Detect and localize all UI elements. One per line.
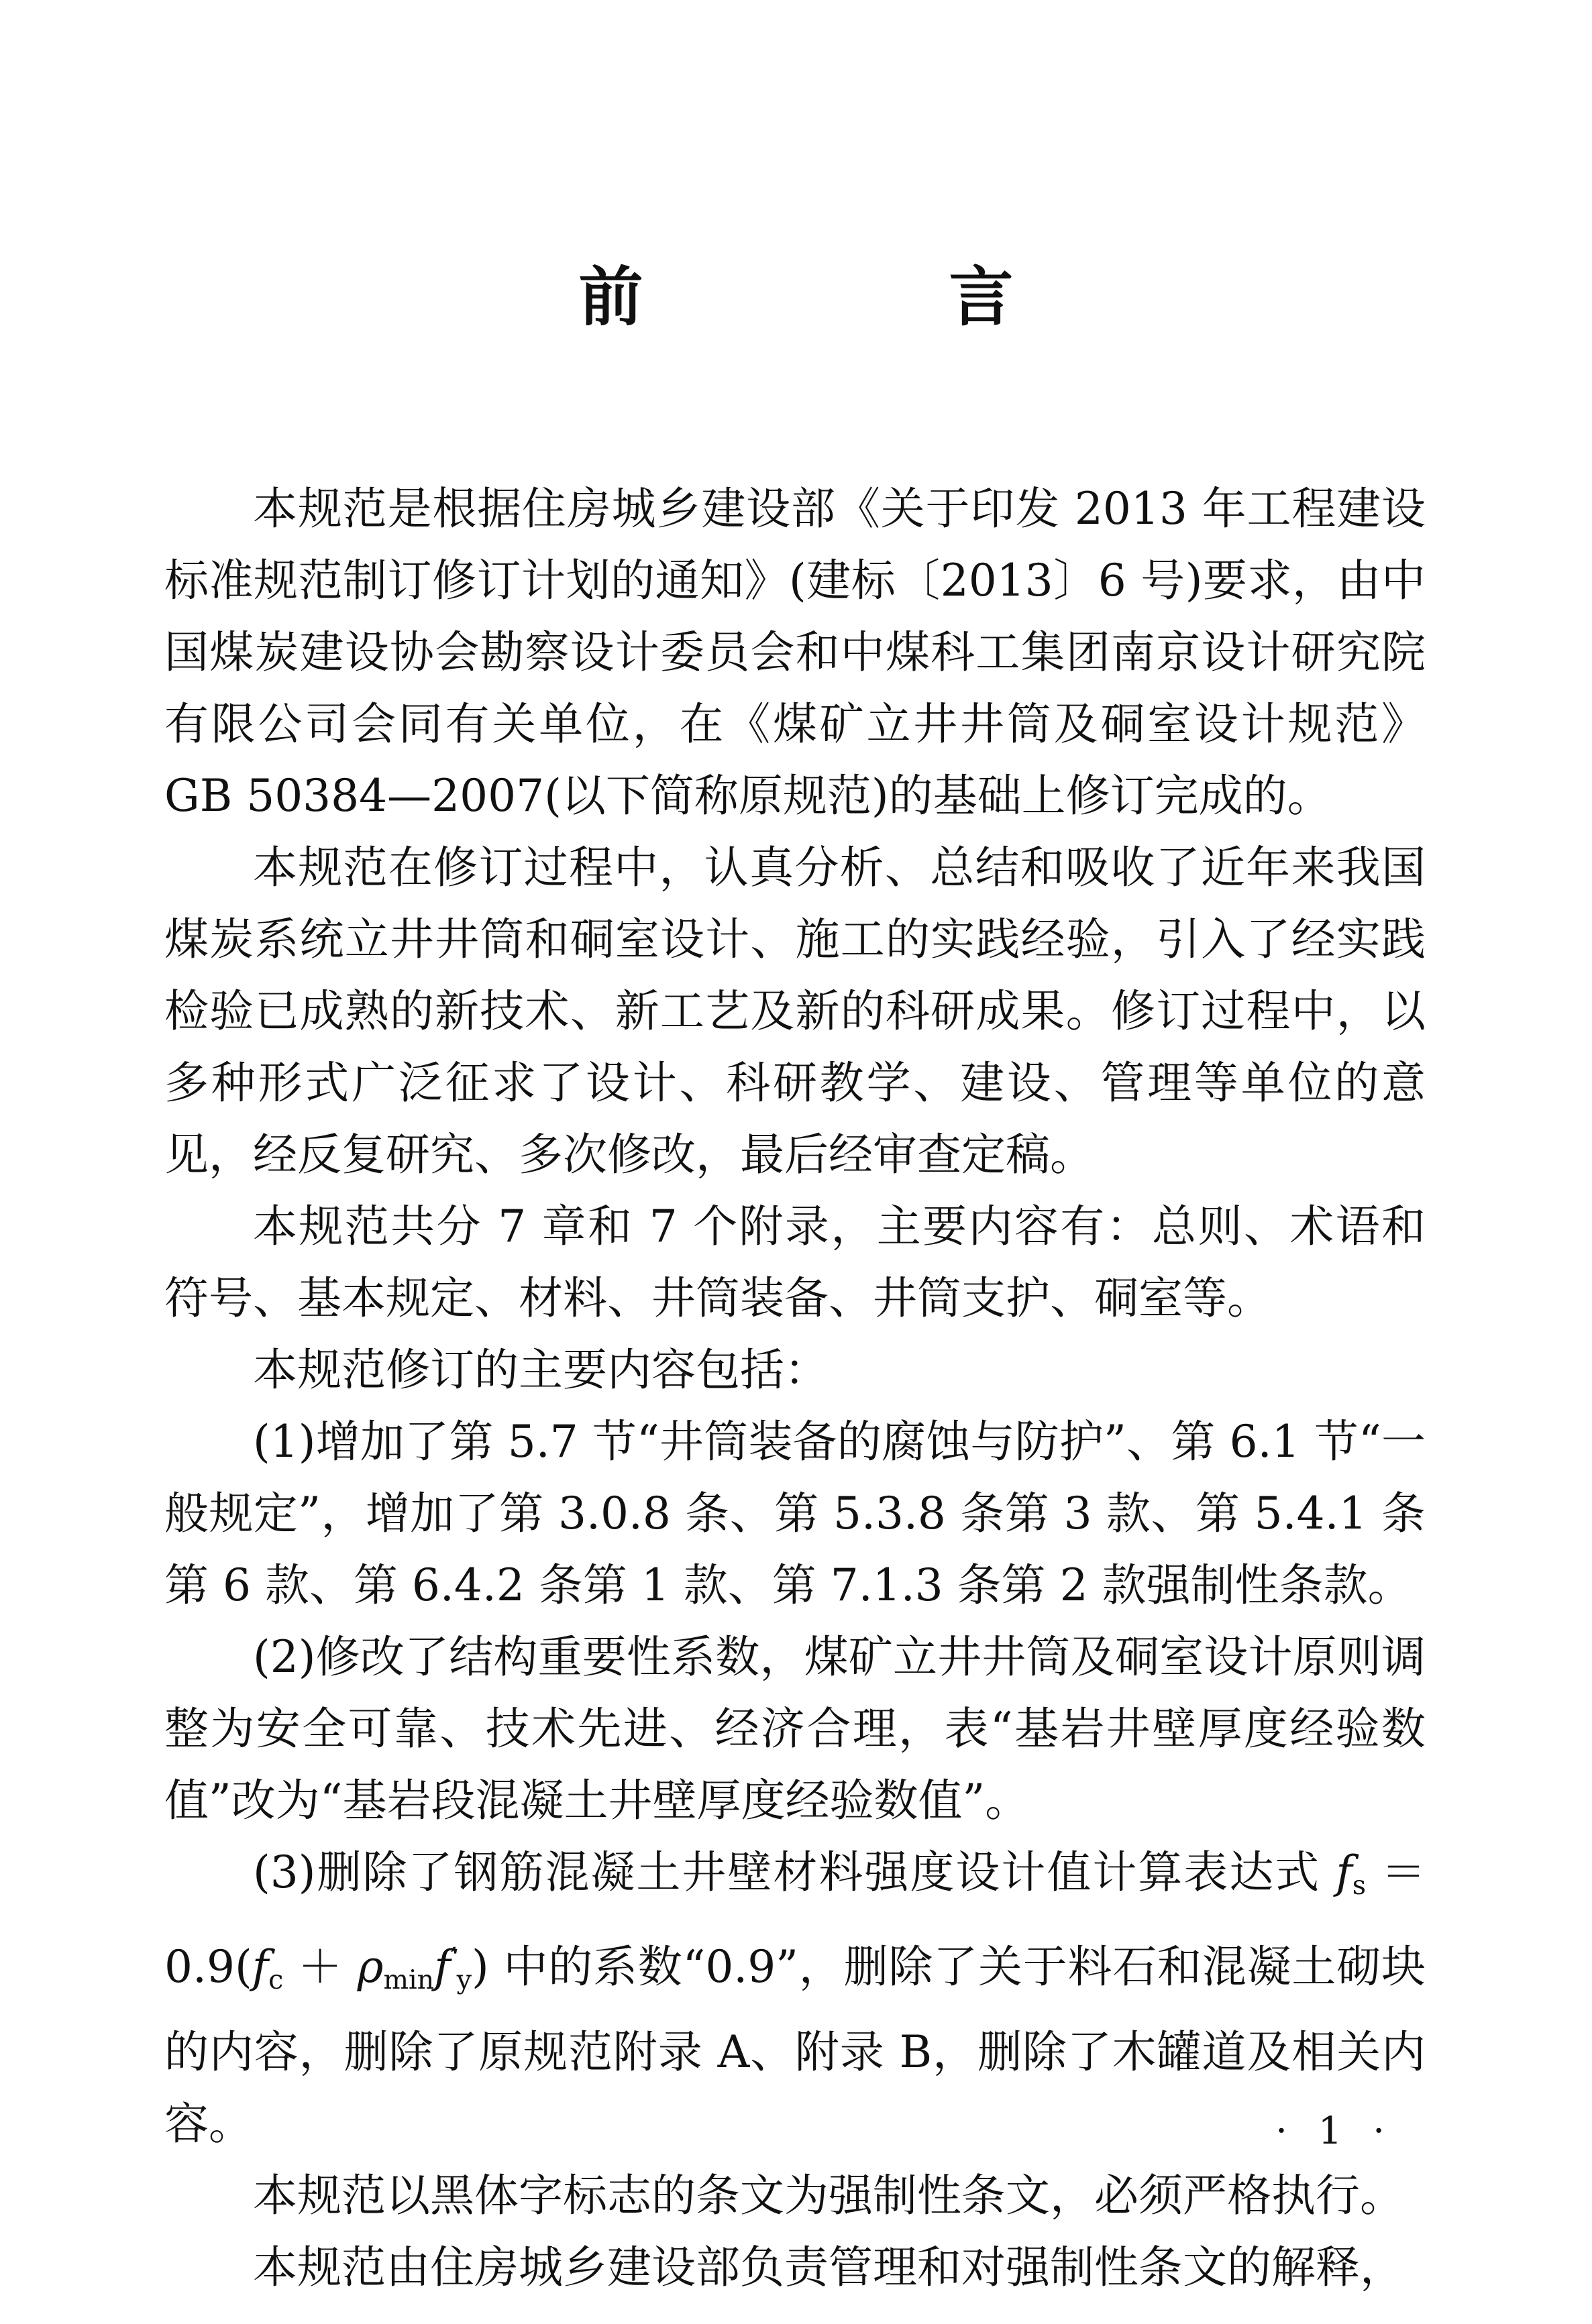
paragraph-2: 本规范在修订过程中，认真分析、总结和吸收了近年来我国煤炭系统立井井筒和硐室设计、施工的实践经验，引入了经实践检验已成熟的新技术、新工艺及新的科研成果。修订过程中，以多种形式广泛征求了设计、科研教学、建设、管理等单位的意见，经反复研究、多次修改，最后经审查定稿。 [164, 842, 1426, 1180]
paragraph-item-3 [164, 1836, 1426, 2160]
formula-fy: $f'_y$ [434, 1940, 472, 1995]
page-title: 前 言 [578, 260, 1134, 335]
formula-rho-min: $\rho_{min}$ [357, 1940, 435, 1995]
paragraph-4: 本规范修订的主要内容包括： [253, 1344, 829, 1396]
paragraph-1: 本规范是根据住房城乡建设部《关于印发 2013 年工程建设标准规范制订修订计划的通知》(建标〔2013〕6 号)要求，由中国煤炭建设协会勘察设计委员会和中煤科工集团南京设计研究院有限公司会同有关单位，在《煤矿立井井筒及硐室设计规范》GB 50384—2007(以下简称原规范)的基础上修订完成的。 [164, 483, 1426, 822]
body-text [164, 473, 1426, 2303]
formula-eq: ＝ 0.9( [164, 1846, 1426, 1993]
item-3-text-after: ) 中的系数“0.9”，删除了关于料石和混凝土砌块的内容，删除了原规范附录 A、附录 B，删除了木罐道及相关内容。 [164, 1940, 1426, 2150]
formula-fc: $f_c$ [252, 1940, 284, 1995]
paragraph-management: 本规范由住房城乡建设部负责管理和对强制性条文的解释， [253, 2241, 1404, 2293]
paragraph-3: 本规范共分 7 章和 7 个附录，主要内容有：总则、术语和符号、基本规定、材料、井筒装备、井筒支护、硐室等。 [164, 1201, 1426, 1324]
paragraph-item-2: (2)修改了结构重要性系数，煤矿立井井筒及硐室设计原则调整为安全可靠、技术先进、经济合理，表“基岩井壁厚度经验数值”改为“基岩段混凝土井壁厚度经验数值”。 [164, 1631, 1426, 1826]
formula-plus: ＋ [283, 1940, 358, 1993]
item-3-text-before: (3)删除了钢筋混凝土井壁材料强度设计值计算表达式 [253, 1846, 1336, 1898]
paragraph-mandatory: 本规范以黑体字标志的条文为强制性条文，必须严格执行。 [253, 2169, 1404, 2221]
paragraph-item-1: (1)增加了第 5.7 节“井筒装备的腐蚀与防护”、第 6.1 节“一般规定”，增加了第 3.0.8 条、第 5.3.8 条第 3 款、第 5.4.1 条第 6 款、第 6.4.2 条第 1 款、第 7.1.3 条第 2 款强制性条款。 [164, 1416, 1426, 1611]
formula-fs: $f_s$ [1336, 1846, 1367, 1901]
page-number: · 1 · [1275, 2109, 1394, 2153]
